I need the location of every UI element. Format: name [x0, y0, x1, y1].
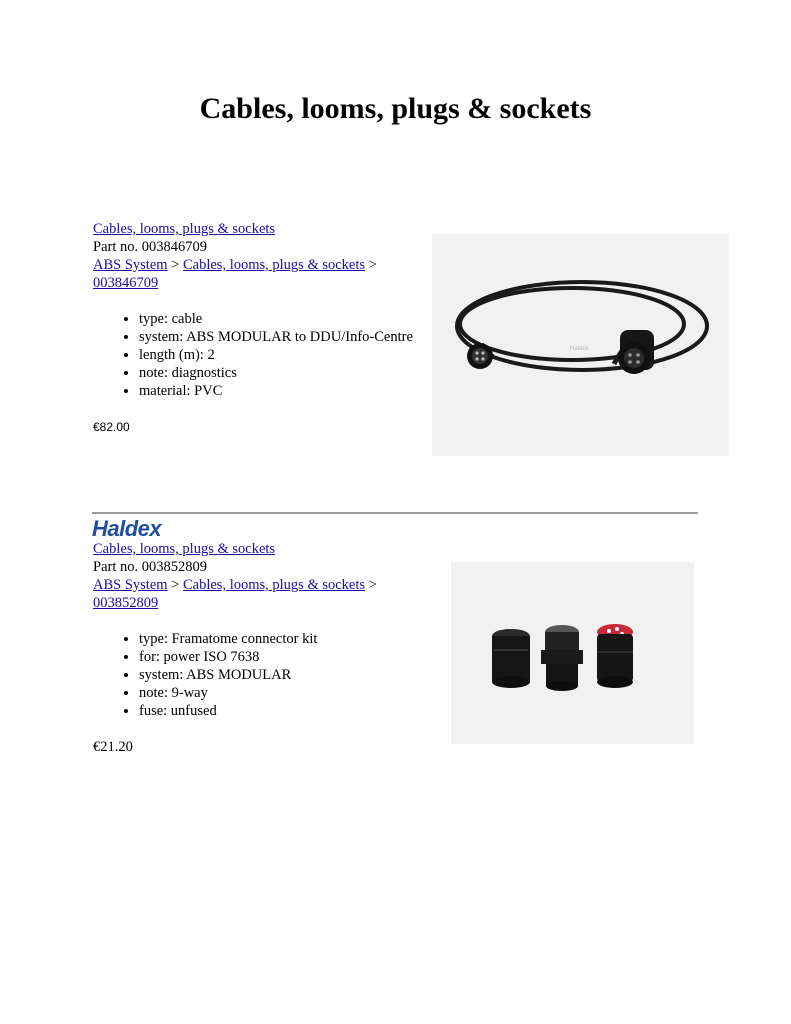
price: €82.00	[93, 420, 130, 434]
spec-item: • note: 9-way	[139, 684, 423, 702]
page-title: Cables, looms, plugs & sockets	[199, 92, 592, 125]
spec-list	[93, 630, 423, 720]
breadcrumb-separator: >	[171, 257, 180, 273]
breadcrumb-link-category[interactable]: Cables, looms, plugs & sockets	[182, 577, 366, 593]
section-divider	[92, 512, 698, 514]
spec-item: • note: diagnostics	[139, 364, 423, 382]
breadcrumb-separator: >	[368, 257, 377, 273]
breadcrumb-link-category[interactable]: Cables, looms, plugs & sockets	[182, 257, 366, 273]
spec-item: • system: ABS MODULAR	[139, 666, 423, 684]
spec-item: • system: ABS MODULAR to DDU/Info-Centre	[139, 328, 423, 346]
category-link[interactable]: Cables, looms, plugs & sockets	[93, 221, 276, 237]
cable-illustration	[432, 234, 729, 456]
connector-right-icon	[618, 330, 654, 374]
part-number: Part no. 003852809	[93, 559, 207, 575]
breadcrumb	[93, 256, 423, 292]
spec-list	[93, 310, 423, 400]
spec-item: • for: power ISO 7638	[139, 648, 423, 666]
cable-gland-icon	[541, 625, 583, 691]
product-image-cable	[432, 234, 729, 456]
spec-item: • length (m): 2	[139, 346, 423, 364]
breadcrumb-link-part[interactable]: 003846709	[93, 275, 159, 291]
breadcrumb-link-abs-system[interactable]: ABS System	[93, 577, 168, 593]
breadcrumb	[93, 576, 423, 612]
connector-left-icon	[467, 343, 493, 369]
spec-item: • type: Framatome connector kit	[139, 630, 423, 648]
connector-kit-illustration	[451, 562, 694, 744]
part-number: Part no. 003846709	[93, 239, 207, 255]
product-image-connector-kit	[451, 562, 694, 744]
plug-insert-icon	[597, 624, 633, 688]
image-watermark: Haldex	[570, 346, 589, 352]
product-2	[93, 540, 423, 756]
connector-housing-icon	[492, 629, 530, 688]
haldex-logo: Haldex	[92, 516, 162, 541]
category-link[interactable]: Cables, looms, plugs & sockets	[93, 541, 276, 557]
spec-item: • type: cable	[139, 310, 423, 328]
spec-item: • material: PVC	[139, 382, 423, 400]
price: €21.20	[93, 739, 133, 755]
breadcrumb-link-abs-system[interactable]: ABS System	[93, 257, 168, 273]
breadcrumb-separator: >	[368, 577, 377, 593]
breadcrumb-separator: >	[171, 577, 180, 593]
breadcrumb-link-part[interactable]: 003852809	[93, 595, 159, 611]
spec-item: • fuse: unfused	[139, 702, 423, 720]
product-1	[93, 220, 423, 436]
